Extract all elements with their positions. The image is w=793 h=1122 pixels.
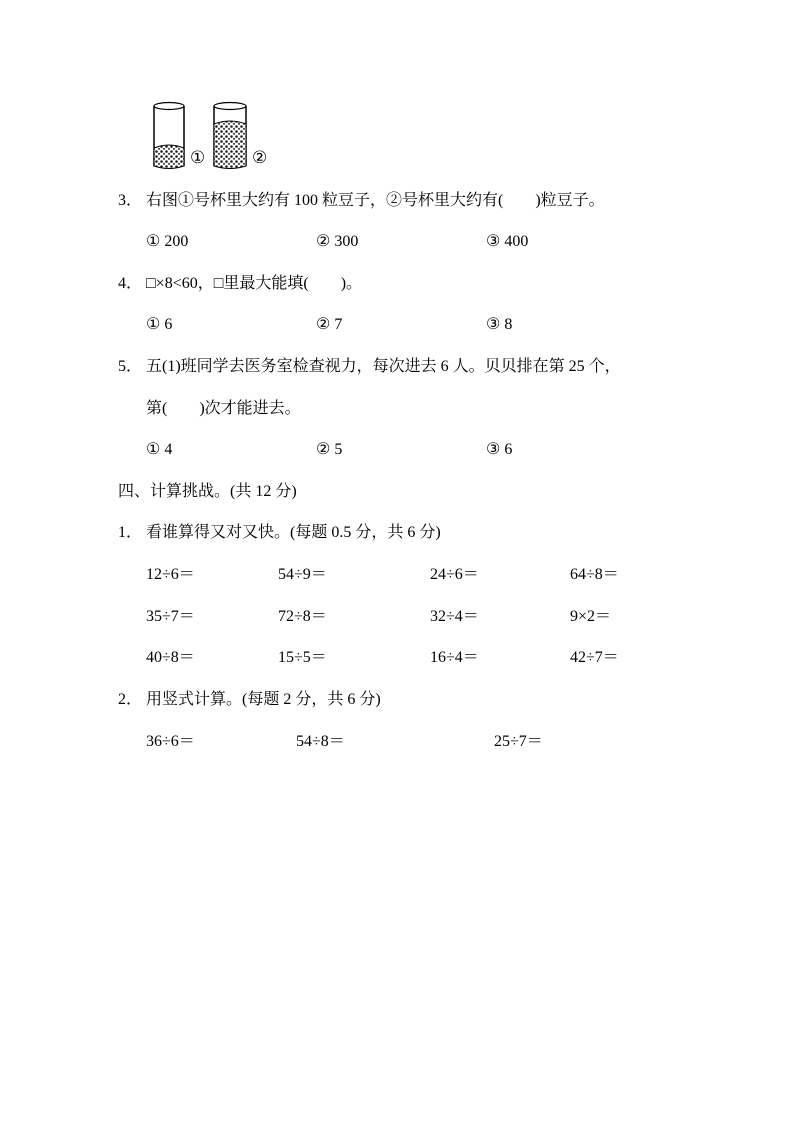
calc-item: 32÷4＝ [430, 608, 479, 625]
calc-item: 40÷8＝ [146, 649, 195, 666]
q4-option-3: ③ 8 [486, 316, 513, 333]
vertical-calc-item: 25÷7＝ [494, 733, 543, 750]
vertical-calc-item: 54÷8＝ [296, 733, 345, 750]
q5-text-line-1: 五(1)班同学去医务室检查视力，每次进去 6 人。贝贝排在第 25 个， [146, 358, 621, 375]
p1-number: 1． [118, 524, 143, 541]
cup-2 [214, 103, 246, 169]
cup-1-label: ① [190, 148, 206, 167]
q3-number: 3． [118, 192, 143, 209]
calc-item: 9×2＝ [570, 608, 612, 625]
calc-item: 54÷9＝ [278, 566, 327, 583]
p1-text: 看谁算得又对又快。(每题 0.5 分，共 6 分) [146, 524, 441, 541]
q5-number: 5． [118, 358, 143, 375]
calc-item: 72÷8＝ [278, 608, 327, 625]
q4-number: 4． [118, 275, 143, 292]
q4-option-2: ② 7 [316, 316, 343, 333]
calc-item: 64÷8＝ [570, 566, 619, 583]
p2-text: 用竖式计算。(每题 2 分，共 6 分) [146, 691, 381, 708]
bean-cups-figure [150, 100, 280, 172]
calc-item: 16÷4＝ [430, 649, 479, 666]
q5-option-2: ② 5 [316, 441, 343, 458]
q4-text: □×8<60，□里最大能填( )。 [146, 275, 363, 292]
calc-item: 15÷5＝ [278, 649, 327, 666]
q3-option-1: ① 200 [146, 233, 189, 250]
calc-item: 12÷6＝ [146, 566, 195, 583]
q5-option-3: ③ 6 [486, 441, 513, 458]
section-4-title: 四、计算挑战。(共 12 分) [118, 483, 297, 500]
q4-option-1: ① 6 [146, 316, 173, 333]
q5-text-line-2: 第( )次才能进去。 [146, 400, 301, 417]
calc-item: 24÷6＝ [430, 566, 479, 583]
q3-option-3: ③ 400 [486, 233, 529, 250]
q3-text: 右图①号杯里大约有 100 粒豆子，②号杯里大约有( )粒豆子。 [146, 192, 605, 209]
q5-option-1: ① 4 [146, 441, 173, 458]
cup-1 [154, 103, 184, 169]
q3-option-2: ② 300 [316, 233, 359, 250]
calc-item: 42÷7＝ [570, 649, 619, 666]
p2-number: 2． [118, 691, 143, 708]
calc-item: 35÷7＝ [146, 608, 195, 625]
cup-2-label: ② [252, 148, 268, 167]
vertical-calc-item: 36÷6＝ [146, 733, 195, 750]
